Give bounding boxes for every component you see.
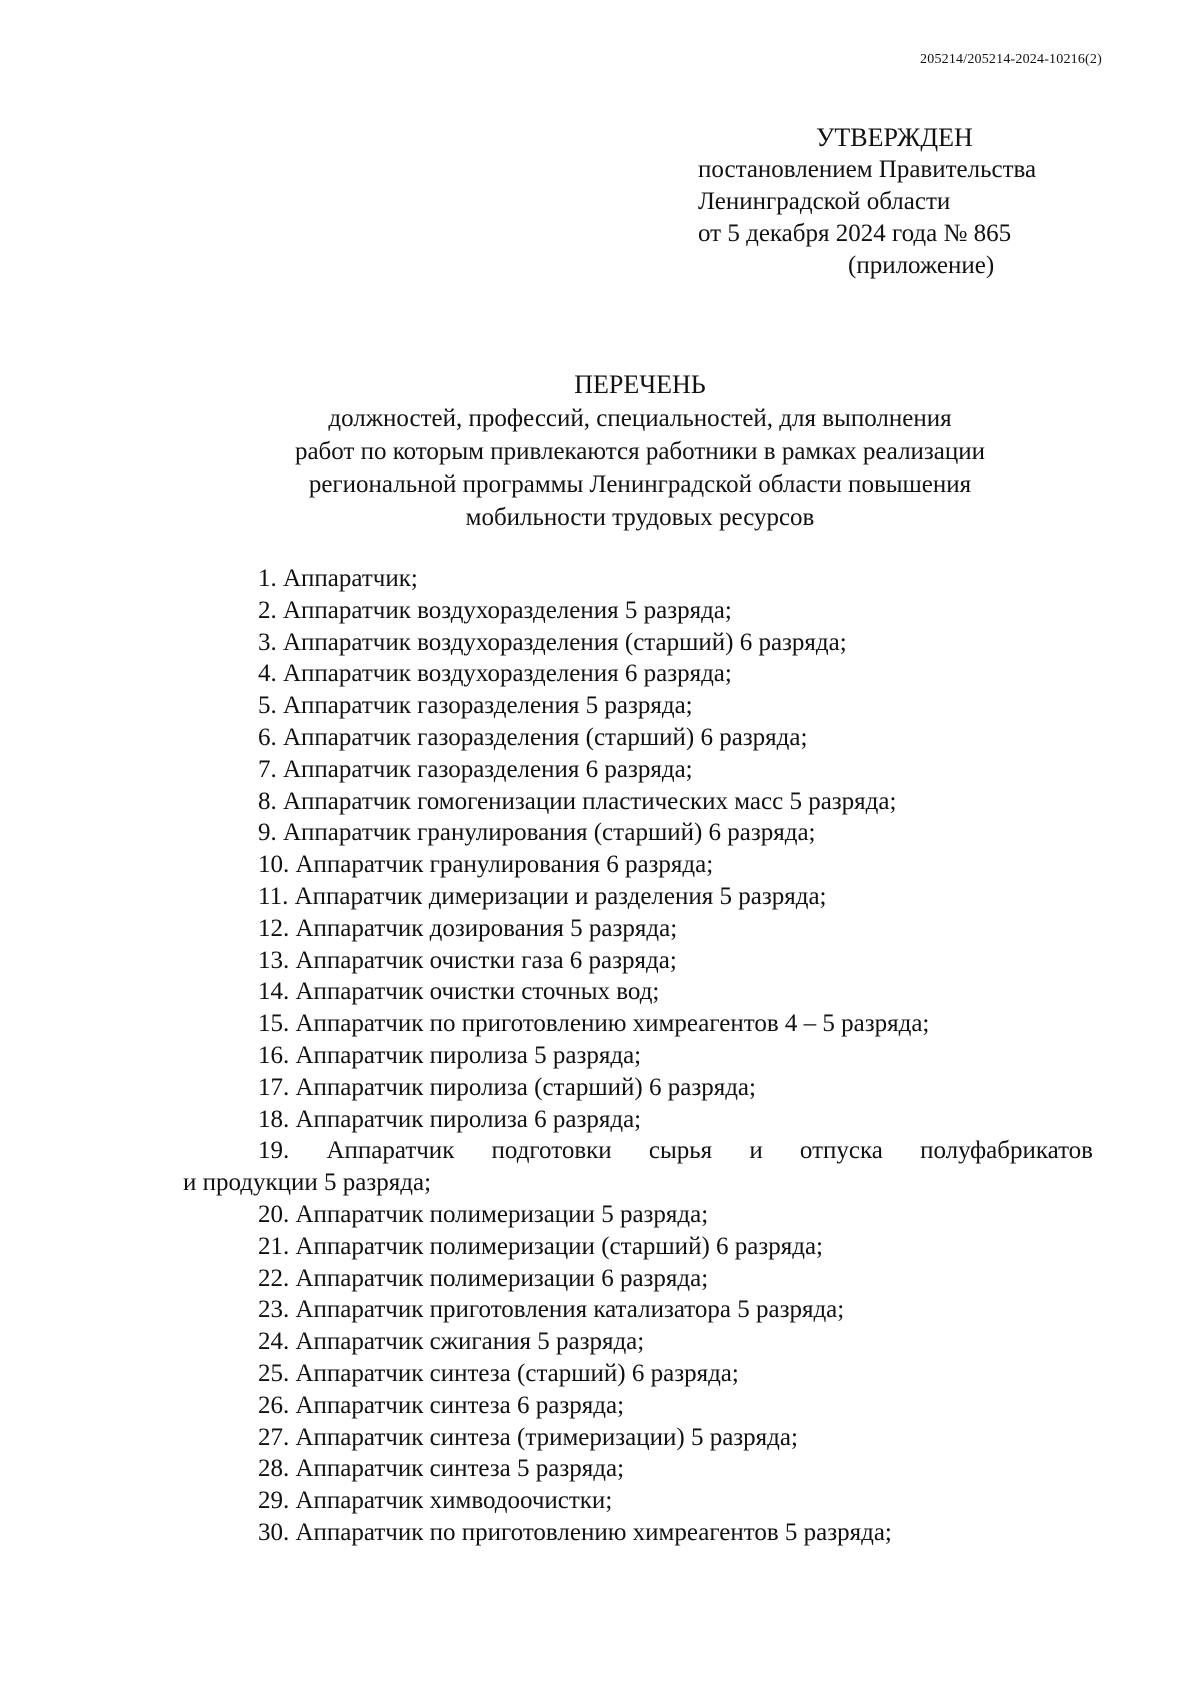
list-subtitle-line: мобильности трудовых ресурсов bbox=[465, 504, 815, 531]
list-item: 24. Аппаратчик сжигания 5 разряда; bbox=[258, 1328, 645, 1356]
approval-appendix: (приложение) bbox=[848, 252, 995, 279]
list-item: 30. Аппаратчик по приготовлению химреагентов 5 разряда; bbox=[258, 1518, 892, 1546]
list-subtitle-line: региональной программы Ленинградской области повышения bbox=[308, 471, 972, 498]
positions-list bbox=[183, 563, 1093, 1549]
approval-stamp bbox=[698, 122, 1036, 282]
list-item-line-2: и продукции 5 разряда; bbox=[183, 1169, 432, 1197]
document-id: 205214/205214-2024-10216(2) bbox=[920, 52, 1102, 67]
list-item: 16. Аппаратчик пиролиза 5 разряда; bbox=[258, 1041, 642, 1069]
list-item: 2. Аппаратчик воздухоразделения 5 разряда; bbox=[258, 596, 732, 624]
list-item: 8. Аппаратчик гомогенизации пластических масс 5 разряда; bbox=[258, 787, 897, 815]
list-item: 13. Аппаратчик очистки газа 6 разряда; bbox=[258, 946, 677, 974]
list-item: 25. Аппаратчик синтеза (старший) 6 разряда; bbox=[258, 1359, 739, 1387]
list-item: 26. Аппаратчик синтеза 6 разряда; bbox=[258, 1391, 625, 1419]
list-item: 5. Аппаратчик газоразделения 5 разряда; bbox=[258, 692, 693, 720]
list-item: 6. Аппаратчик газоразделения (старший) 6 разряда; bbox=[258, 723, 808, 751]
approval-line-region: Ленинградской области bbox=[698, 188, 951, 215]
approval-line-decree: постановлением Правительства bbox=[698, 156, 1037, 183]
list-item: 10. Аппаратчик гранулирования 6 разряда; bbox=[258, 851, 714, 879]
approval-line-date: от 5 декабря 2024 года № 865 bbox=[698, 220, 1012, 247]
list-item: 11. Аппаратчик димеризации и разделения 5 разряда; bbox=[258, 882, 827, 910]
list-item: 4. Аппаратчик воздухоразделения 6 разряда; bbox=[258, 660, 732, 688]
list-item: 18. Аппаратчик пиролиза 6 разряда; bbox=[258, 1105, 642, 1133]
list-item: 28. Аппаратчик синтеза 5 разряда; bbox=[258, 1455, 625, 1483]
list-item bbox=[183, 1135, 1093, 1199]
list-subtitle-line: работ по которым привлекаются работники в рамках реализации bbox=[294, 438, 986, 465]
list-item: 7. Аппаратчик газоразделения 6 разряда; bbox=[258, 755, 693, 783]
list-title-block bbox=[180, 368, 1100, 534]
list-item: 15. Аппаратчик по приготовлению химреагентов 4 – 5 разряда; bbox=[258, 1010, 930, 1038]
list-item-line-1: 19. Аппаратчик подготовки сырья и отпуска полуфабрикатов bbox=[258, 1137, 1093, 1165]
list-item: 1. Аппаратчик; bbox=[258, 565, 418, 592]
approval-heading: УТВЕРЖДЕН bbox=[816, 123, 973, 152]
list-item: 23. Аппаратчик приготовления катализатора 5 разряда; bbox=[258, 1296, 845, 1324]
list-item: 27. Аппаратчик синтеза (тримеризации) 5 разряда; bbox=[258, 1423, 798, 1451]
list-item: 20. Аппаратчик полимеризации 5 разряда; bbox=[258, 1200, 709, 1228]
list-item: 22. Аппаратчик полимеризации 6 разряда; bbox=[258, 1264, 709, 1292]
list-item: 21. Аппаратчик полимеризации (старший) 6 разряда; bbox=[258, 1232, 824, 1260]
list-item: 14. Аппаратчик очистки сточных вод; bbox=[258, 978, 660, 1006]
list-heading: ПЕРЕЧЕНЬ bbox=[574, 370, 706, 399]
list-item: 17. Аппаратчик пиролиза (старший) 6 разряда; bbox=[258, 1073, 756, 1101]
list-item: 3. Аппаратчик воздухоразделения (старший) 6 разряда; bbox=[258, 628, 847, 656]
list-item: 12. Аппаратчик дозирования 5 разряда; bbox=[258, 914, 678, 942]
list-subtitle-line: должностей, профессий, специальностей, для выполнения bbox=[328, 405, 952, 432]
list-item: 29. Аппаратчик химводоочистки; bbox=[258, 1487, 613, 1515]
list-item: 9. Аппаратчик гранулирования (старший) 6 разряда; bbox=[258, 819, 816, 847]
